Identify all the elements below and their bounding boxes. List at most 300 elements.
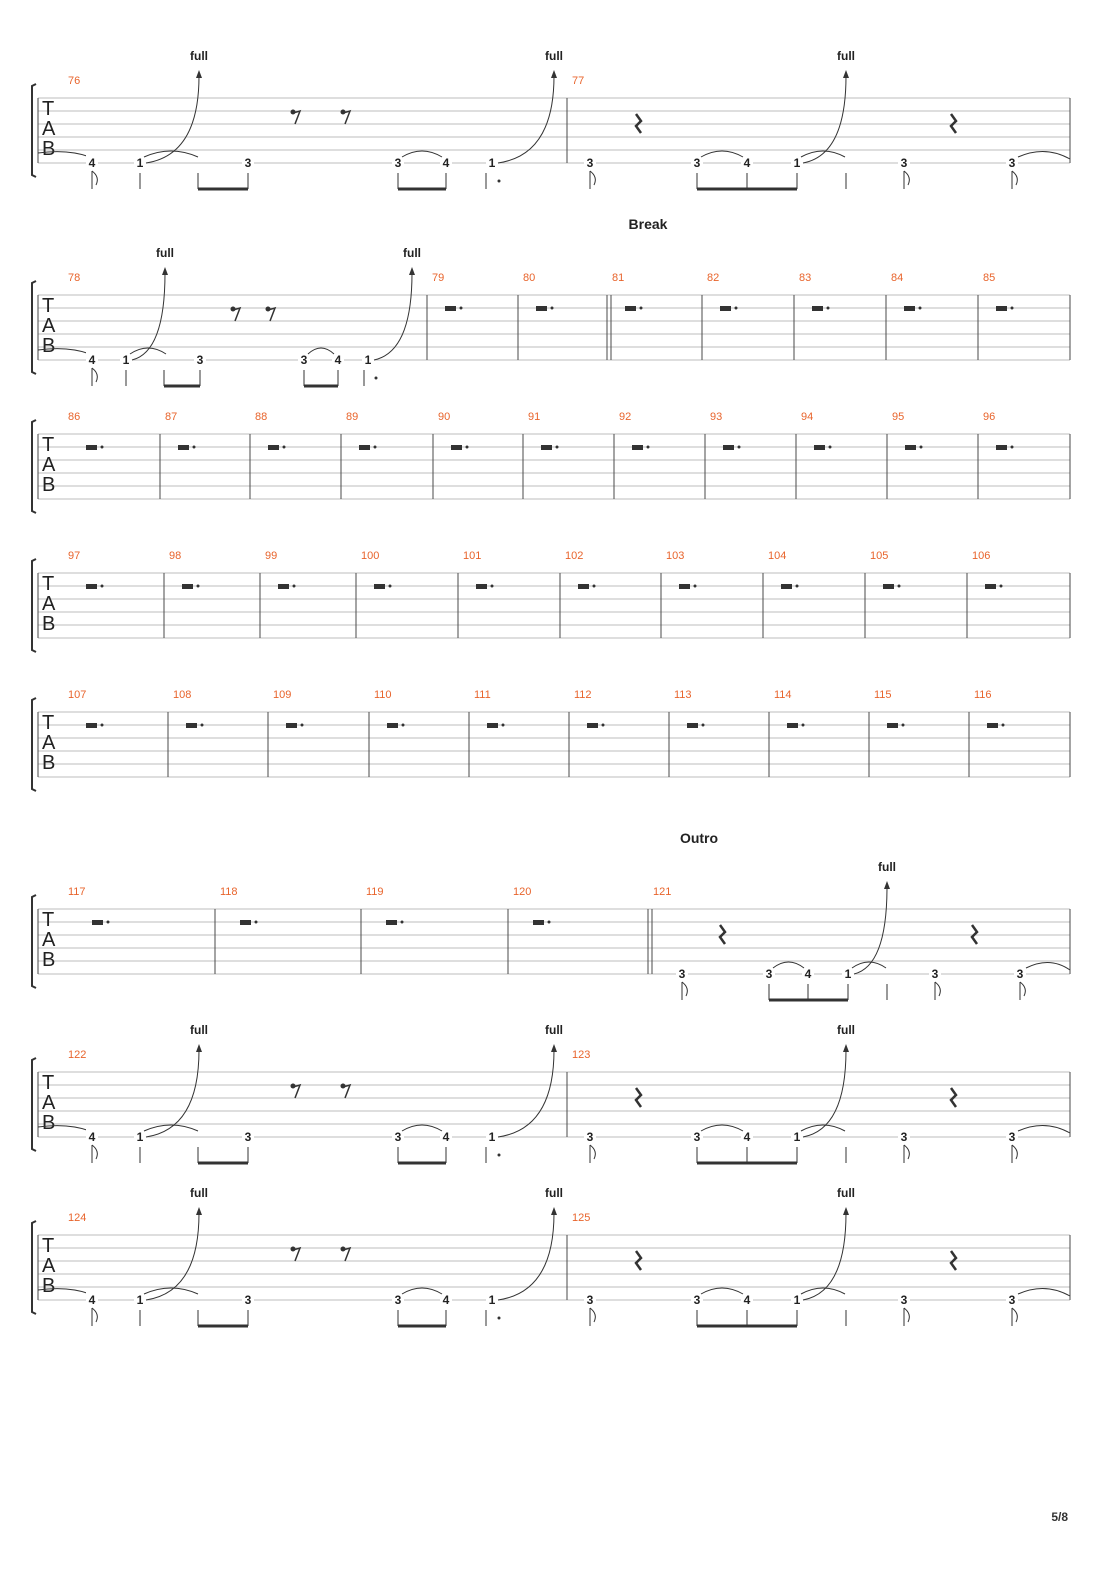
tab-clef-b: B (42, 138, 56, 160)
measure-number: 94 (801, 411, 814, 423)
system-bracket (32, 1221, 36, 1314)
rest-bar (720, 306, 731, 311)
rest-bar (182, 584, 193, 589)
rest-tail (293, 1248, 300, 1261)
tab-clef-t: T (42, 295, 55, 317)
tab-clef-a: A (42, 1092, 56, 1114)
tab-clef-b: B (42, 335, 56, 357)
tab-clef-t: T (42, 1072, 55, 1094)
whole-rest-icon (359, 445, 377, 450)
whole-rest-icon (445, 306, 463, 311)
rest-bar (541, 445, 552, 450)
tab-clef-b: B (42, 1275, 56, 1297)
tab-system (32, 49, 1070, 189)
rest-bar (268, 445, 279, 450)
measure-number: 118 (220, 886, 238, 898)
rest-bar (679, 584, 690, 589)
system-bracket (32, 698, 36, 791)
measure-number: 90 (438, 411, 451, 423)
rest-bar (451, 445, 462, 450)
whole-rest-icon (240, 920, 258, 925)
tab-clef-a: A (42, 732, 56, 754)
measure-number: 105 (870, 550, 889, 562)
fret-number: 4 (442, 1130, 450, 1144)
whole-rest-icon (723, 445, 741, 450)
rest-dot (647, 446, 650, 449)
rest-bar (536, 306, 547, 311)
eighth-rest-icon (231, 307, 241, 322)
measure-number: 83 (799, 272, 812, 284)
quarter-rest-icon (636, 1251, 641, 1270)
fret-number: 3 (244, 1130, 252, 1144)
fret-number: 4 (88, 156, 96, 170)
whole-rest-icon (374, 584, 392, 589)
rest-bar (883, 584, 894, 589)
measure-number: 110 (374, 689, 392, 701)
system-bracket (32, 1058, 36, 1151)
whole-rest-icon (533, 920, 551, 925)
rest-dot (551, 307, 554, 310)
measure-number: 93 (710, 411, 723, 423)
rest-bar (178, 445, 189, 450)
rest-bar (587, 723, 598, 728)
tab-clef-a: A (42, 593, 56, 615)
eighth-rest-icon (341, 1247, 351, 1262)
bend-arrow-icon (196, 1044, 202, 1052)
quarter-rest-icon (636, 114, 641, 133)
rest-bar (723, 445, 734, 450)
measure-number: 92 (619, 411, 632, 423)
rest-dot (293, 585, 296, 588)
measure-number: 107 (68, 689, 87, 701)
fret-number: 1 (844, 967, 852, 981)
section-label: Break (628, 216, 668, 232)
fret-number: 1 (488, 156, 496, 170)
measure-number: 97 (68, 550, 81, 562)
rest-bar (905, 445, 916, 450)
tab-clef-t: T (42, 1235, 55, 1257)
fret-number: 3 (900, 156, 908, 170)
measure-number: 112 (574, 689, 592, 701)
tab-clef-t: T (42, 98, 55, 120)
whole-rest-icon (996, 445, 1014, 450)
fret-number: 3 (394, 1130, 402, 1144)
section-label: Outro (679, 830, 719, 846)
measure-number: 117 (68, 886, 86, 898)
fret-number: 4 (743, 1130, 751, 1144)
measure-number: 109 (273, 689, 292, 701)
measure-number: 108 (173, 689, 192, 701)
measure-number: 121 (653, 886, 672, 898)
fret-number: 3 (693, 1293, 701, 1307)
rest-dot (640, 307, 643, 310)
measure-number: 125 (572, 1212, 591, 1224)
fret-number: 1 (136, 1293, 144, 1307)
tab-clef-b: B (42, 752, 56, 774)
rest-dot (548, 921, 551, 924)
whole-rest-icon (86, 723, 104, 728)
whole-rest-icon (92, 920, 110, 925)
rest-dot (694, 585, 697, 588)
system-bracket (32, 559, 36, 652)
fret-number: 4 (442, 1293, 450, 1307)
tab-system (32, 689, 1070, 791)
tab-system (32, 216, 1070, 386)
whole-rest-icon (278, 584, 296, 589)
fret-number: 4 (88, 353, 96, 367)
rest-tail (293, 111, 300, 124)
measure-number: 100 (361, 550, 380, 562)
whole-rest-icon (625, 306, 643, 311)
whole-rest-icon (451, 445, 469, 450)
rest-dot (301, 724, 304, 727)
rest-dot (735, 307, 738, 310)
tab-clef-t: T (42, 573, 55, 595)
tab-system (32, 1023, 1070, 1163)
quarter-rest-icon (972, 925, 977, 944)
rest-dot (460, 307, 463, 310)
rest-tail (233, 308, 240, 321)
fret-number: 3 (586, 156, 594, 170)
bend-arrow-icon (162, 267, 168, 275)
fret-number: 4 (88, 1293, 96, 1307)
rest-bar (445, 306, 456, 311)
bend-arrow-icon (884, 881, 890, 889)
rest-dot (802, 724, 805, 727)
bend-label: full (837, 1023, 855, 1037)
outgoing-tie (1018, 1125, 1070, 1133)
rest-bar (476, 584, 487, 589)
measure-number: 113 (674, 689, 692, 701)
tab-clef-t: T (42, 434, 55, 456)
whole-rest-icon (387, 723, 405, 728)
rest-dot (829, 446, 832, 449)
whole-rest-icon (687, 723, 705, 728)
whole-rest-icon (578, 584, 596, 589)
rest-dot (1011, 446, 1014, 449)
measure-number: 79 (432, 272, 445, 284)
measure-number: 85 (983, 272, 996, 284)
whole-rest-icon (268, 445, 286, 450)
rest-dot (255, 921, 258, 924)
tie-arc (402, 151, 442, 157)
note-flag (590, 1308, 595, 1322)
rest-bar (985, 584, 996, 589)
whole-rest-icon (86, 584, 104, 589)
fret-number: 3 (196, 353, 204, 367)
measure-number: 82 (707, 272, 720, 284)
whole-rest-icon (905, 445, 923, 450)
fret-number: 4 (442, 156, 450, 170)
rest-dot (107, 921, 110, 924)
rest-bar (632, 445, 643, 450)
rest-bar (386, 920, 397, 925)
whole-rest-icon (487, 723, 505, 728)
rest-bar (240, 920, 251, 925)
rest-dot (502, 724, 505, 727)
bend-arrow-icon (843, 1044, 849, 1052)
quarter-rest-icon (951, 114, 956, 133)
bend-arrow-icon (843, 1207, 849, 1215)
tie-arc (701, 151, 743, 157)
bend-arrow-icon (409, 267, 415, 275)
fret-number: 3 (394, 156, 402, 170)
system-bracket (32, 895, 36, 988)
rest-bar (374, 584, 385, 589)
system-bracket (32, 281, 36, 374)
rest-bar (487, 723, 498, 728)
rest-dot (827, 307, 830, 310)
fret-number: 1 (364, 353, 372, 367)
fret-number: 3 (244, 156, 252, 170)
whole-rest-icon (812, 306, 830, 311)
note-flag (904, 1308, 909, 1322)
rest-dot (283, 446, 286, 449)
fret-number: 1 (793, 1130, 801, 1144)
rest-dot (374, 446, 377, 449)
quarter-rest-icon (636, 1088, 641, 1107)
measure-number: 78 (68, 272, 81, 284)
measure-number: 123 (572, 1049, 591, 1061)
measure-number: 95 (892, 411, 905, 423)
rest-bar (625, 306, 636, 311)
fret-number: 4 (334, 353, 342, 367)
measure-number: 114 (774, 689, 792, 701)
fret-number: 1 (488, 1293, 496, 1307)
whole-rest-icon (787, 723, 805, 728)
tab-clef-a: A (42, 315, 56, 337)
fret-number: 1 (122, 353, 130, 367)
measure-number: 101 (463, 550, 482, 562)
rest-dot (919, 307, 922, 310)
dot (375, 377, 378, 380)
rest-dot (402, 724, 405, 727)
fret-number: 4 (743, 1293, 751, 1307)
measure-number: 111 (474, 689, 491, 701)
rest-bar (86, 723, 97, 728)
fret-number: 1 (488, 1130, 496, 1144)
measure-number: 103 (666, 550, 685, 562)
note-flag (590, 171, 595, 185)
tab-clef-b: B (42, 474, 56, 496)
fret-number: 4 (743, 156, 751, 170)
whole-rest-icon (996, 306, 1014, 311)
rest-bar (92, 920, 103, 925)
note-flag (1020, 982, 1025, 996)
bend-arrow-icon (551, 1044, 557, 1052)
rest-tail (343, 1085, 350, 1098)
fret-number: 3 (1008, 1293, 1016, 1307)
bend-label: full (403, 246, 421, 260)
note-flag (904, 1145, 909, 1159)
note-flag (935, 982, 940, 996)
note-flag (682, 982, 687, 996)
tie-arc (701, 1288, 743, 1294)
measure-number: 77 (572, 75, 585, 87)
bend-label: full (837, 1186, 855, 1200)
whole-rest-icon (985, 584, 1003, 589)
outgoing-tie (1018, 151, 1070, 159)
bend-label: full (545, 1186, 563, 1200)
measure-number: 115 (874, 689, 892, 701)
bend-arrow-icon (843, 70, 849, 78)
tab-clef-b: B (42, 949, 56, 971)
measure-number: 81 (612, 272, 625, 284)
measure-number: 122 (68, 1049, 87, 1061)
measure-number: 120 (513, 886, 532, 898)
rest-bar (278, 584, 289, 589)
fret-number: 3 (1008, 1130, 1016, 1144)
rest-dot (101, 724, 104, 727)
whole-rest-icon (814, 445, 832, 450)
eighth-rest-icon (341, 110, 351, 125)
fret-number: 3 (244, 1293, 252, 1307)
whole-rest-icon (904, 306, 922, 311)
whole-rest-icon (476, 584, 494, 589)
measure-number: 124 (68, 1212, 87, 1224)
measure-number: 76 (68, 75, 81, 87)
rest-dot (738, 446, 741, 449)
fret-number: 3 (765, 967, 773, 981)
rest-bar (887, 723, 898, 728)
rest-bar (996, 445, 1007, 450)
quarter-rest-icon (720, 925, 725, 944)
whole-rest-icon (541, 445, 559, 450)
fret-number: 4 (88, 1130, 96, 1144)
fret-number: 3 (1008, 156, 1016, 170)
whole-rest-icon (182, 584, 200, 589)
rest-dot (401, 921, 404, 924)
whole-rest-icon (987, 723, 1005, 728)
tab-clef-a: A (42, 118, 56, 140)
fret-number: 3 (586, 1130, 594, 1144)
tab-clef-a: A (42, 454, 56, 476)
whole-rest-icon (679, 584, 697, 589)
fret-number: 3 (586, 1293, 594, 1307)
fret-number: 1 (793, 156, 801, 170)
measure-number: 89 (346, 411, 359, 423)
tie-arc (701, 1125, 743, 1131)
bend-arrow-icon (196, 70, 202, 78)
rest-tail (293, 1085, 300, 1098)
rest-dot (201, 724, 204, 727)
whole-rest-icon (720, 306, 738, 311)
fret-number: 1 (793, 1293, 801, 1307)
tab-clef-a: A (42, 929, 56, 951)
measure-number: 99 (265, 550, 278, 562)
rest-dot (1002, 724, 1005, 727)
rest-dot (593, 585, 596, 588)
rest-bar (814, 445, 825, 450)
note-flag (1012, 1145, 1017, 1159)
fret-number: 3 (900, 1130, 908, 1144)
measure-number: 102 (565, 550, 584, 562)
measure-number: 87 (165, 411, 178, 423)
whole-rest-icon (178, 445, 196, 450)
whole-rest-icon (286, 723, 304, 728)
system-bracket (32, 420, 36, 513)
rest-dot (1000, 585, 1003, 588)
note-flag (92, 1308, 97, 1322)
outgoing-tie (1026, 962, 1070, 970)
measure-number: 80 (523, 272, 536, 284)
rest-dot (491, 585, 494, 588)
measure-number: 84 (891, 272, 904, 284)
rest-bar (578, 584, 589, 589)
rest-bar (359, 445, 370, 450)
rest-bar (812, 306, 823, 311)
bend-label: full (190, 1023, 208, 1037)
rest-dot (193, 446, 196, 449)
system-bracket (32, 84, 36, 177)
whole-rest-icon (883, 584, 901, 589)
note-flag (92, 1145, 97, 1159)
rest-dot (796, 585, 799, 588)
whole-rest-icon (632, 445, 650, 450)
whole-rest-icon (186, 723, 204, 728)
tab-system (32, 830, 1070, 1000)
bend-label: full (190, 1186, 208, 1200)
tie-arc (144, 1288, 198, 1294)
rest-bar (86, 445, 97, 450)
rest-dot (389, 585, 392, 588)
rest-dot (920, 446, 923, 449)
note-flag (1012, 1308, 1017, 1322)
bend-label: full (878, 860, 896, 874)
quarter-rest-icon (951, 1088, 956, 1107)
tie-arc (144, 1125, 198, 1131)
bend-label: full (545, 1023, 563, 1037)
note-flag (904, 171, 909, 185)
fret-number: 3 (693, 156, 701, 170)
fret-number: 3 (300, 353, 308, 367)
bend-arrow-icon (196, 1207, 202, 1215)
whole-rest-icon (781, 584, 799, 589)
rest-bar (787, 723, 798, 728)
tab-clef-t: T (42, 909, 55, 931)
measure-number: 116 (974, 689, 992, 701)
rest-bar (186, 723, 197, 728)
tie-arc (308, 348, 334, 354)
rest-dot (101, 446, 104, 449)
measure-number: 106 (972, 550, 991, 562)
fret-number: 1 (136, 1130, 144, 1144)
note-flag (92, 171, 97, 185)
tie-arc (144, 151, 198, 157)
fret-number: 3 (1016, 967, 1024, 981)
measure-number: 96 (983, 411, 996, 423)
outgoing-tie (1018, 1288, 1070, 1296)
rest-dot (898, 585, 901, 588)
dot (498, 1317, 501, 1320)
dot (498, 180, 501, 183)
rest-bar (987, 723, 998, 728)
fret-number: 3 (900, 1293, 908, 1307)
rest-bar (781, 584, 792, 589)
bend-label: full (837, 49, 855, 63)
rest-dot (556, 446, 559, 449)
bend-arrow-icon (551, 1207, 557, 1215)
quarter-rest-icon (951, 1251, 956, 1270)
rest-tail (268, 308, 275, 321)
measure-number: 104 (768, 550, 787, 562)
eighth-rest-icon (291, 110, 301, 125)
rest-dot (902, 724, 905, 727)
rest-dot (101, 585, 104, 588)
rest-bar (687, 723, 698, 728)
fret-number: 4 (804, 967, 812, 981)
tab-clef-b: B (42, 613, 56, 635)
